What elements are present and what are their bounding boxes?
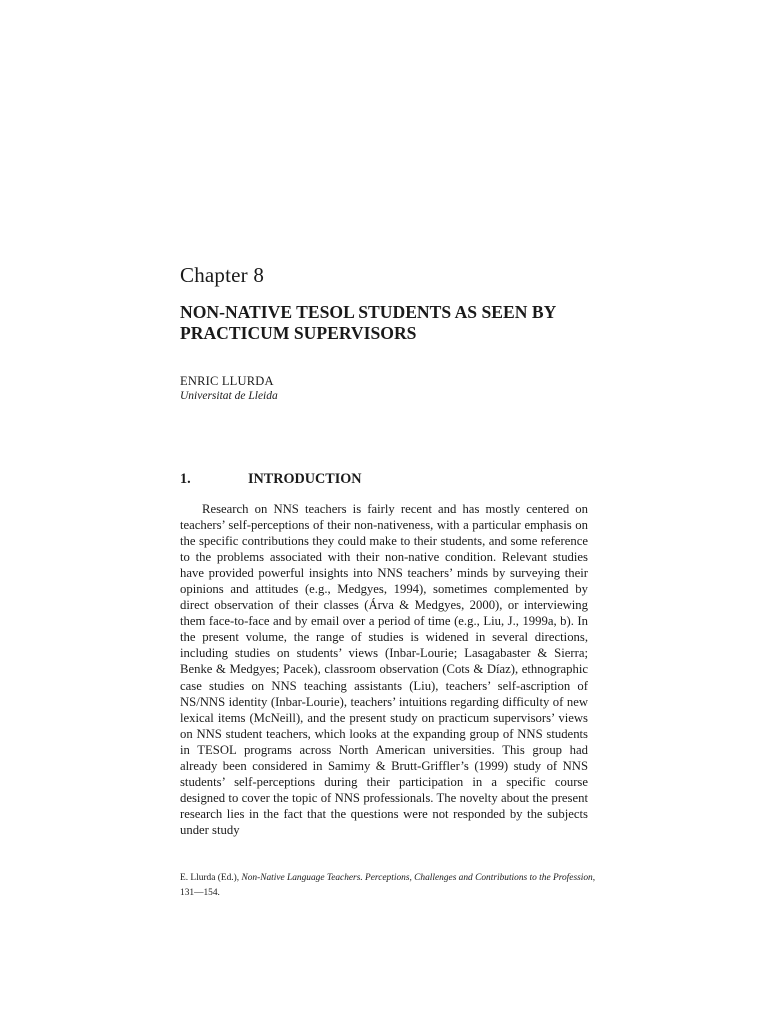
author-name: ENRIC LLURDA [180,374,274,388]
chapter-title: NON-NATIVE TESOL STUDENTS AS SEEN BY PRACTICUM SUPERVISORS [180,302,556,343]
section-number: 1. [180,471,191,487]
body-paragraph: Research on NNS teachers is fairly recent and has mostly centered on teachers’ self-perceptions of their non-nativeness, with a particular emphasis on the specific contributions they could make to their students, and some reference to the problems associated with their non-native condition. Relevant studies have provided powerful insights into NNS teachers’ minds by surveying their opinions and attitudes (e.g., Medgyes, 1994), sometimes complemented by direct observation of their classes (Árva & Medgyes, 2000), or interviewing them face-to-face and by email over a period of time (e.g., Liu, J., 1999a, b). In the present volume, the range of studies is widened in several directions, including studies on students’ views (Inbar-Lourie; Lasagabaster & Sierra; Benke & Medgyes; Pacek), classroom observation (Cots & Díaz), ethnographic case studies on NNS teaching assistants (Liu), teachers’ self-ascription of NS/NNS identity (Inbar-Lourie), teachers’ intuitions regarding difficulty of new lexical items (McNeill), and the present study on practicum supervisors’ views on NNS student teachers, which looks at the expanding group of NNS students in TESOL programs across North American universities. This group had already been considered in Samimy & Brutt-Griffler’s (1999) study of NNS students’ self-perceptions during their participation in a specific course designed to cover the topic of NNS professionals. The novelty about the present research lies in the fact that the questions were not responded by the subjects under study [180,502,588,837]
chapter-label: Chapter 8 [180,263,265,287]
footer-book-title: Non-Native Language Teachers. Perceptions, Challenges and Contributions to the Profession [241,873,593,883]
section-heading [180,471,362,488]
footer-editor: E. Llurda (Ed.), [180,873,242,883]
section-title: INTRODUCTION [248,471,362,487]
footer-pages: , 131—154. [180,873,596,898]
author-affiliation: Universitat de Lleida [180,390,278,402]
footer-citation [180,871,600,901]
